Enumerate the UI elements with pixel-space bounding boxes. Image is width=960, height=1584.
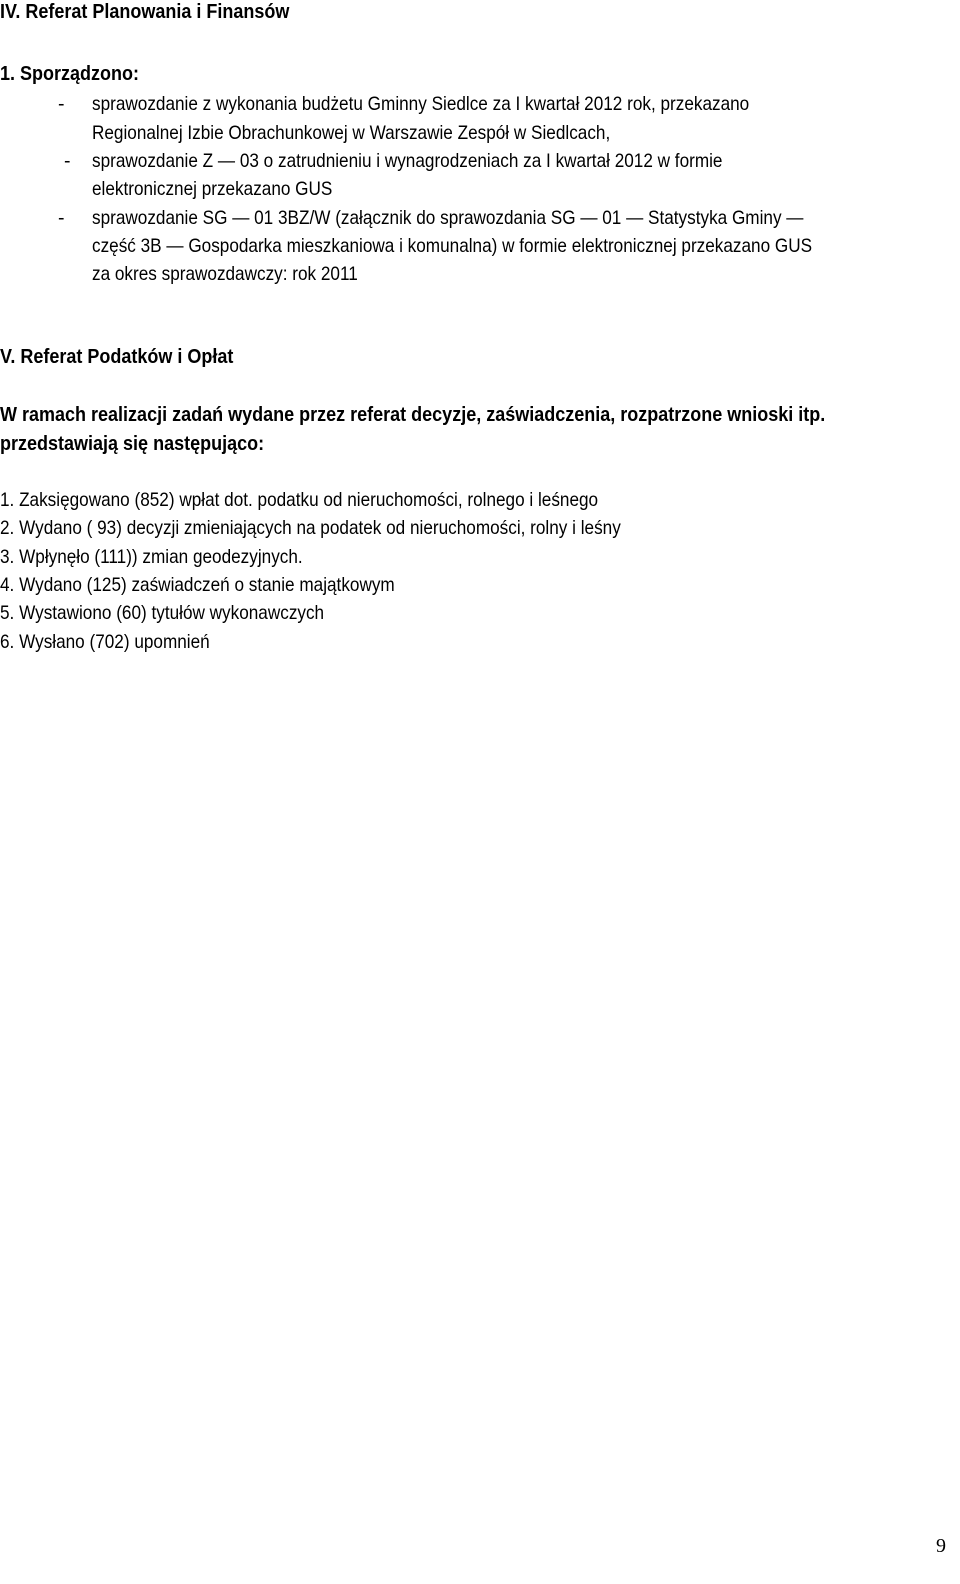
list-item-line: elektronicznej przekazano GUS: [92, 178, 333, 200]
section-iv-subheading: 1. Sporządzono:: [0, 63, 140, 85]
section-v-title: V. Referat Podatków i Opłat: [0, 346, 234, 368]
list-item-line: część 3B — Gospodarka mieszkaniowa i komunalna) w formie elektronicznej przekazano GUS: [92, 235, 813, 257]
list-dash: -: [58, 207, 65, 229]
list-item-line: Regionalnej Izbie Obrachunkowej w Warszawie Zespół w Siedlcach,: [92, 122, 611, 144]
section-v-intro-line: przedstawiają się następująco:: [0, 433, 265, 455]
list-item-line: sprawozdanie SG — 01 3BZ/W (załącznik do sprawozdania SG — 01 — Statystyka Gminy —: [92, 207, 804, 229]
list-item: 6. Wysłano (702) upomnień: [0, 631, 210, 653]
list-item: 5. Wystawiono (60) tytułów wykonawczych: [0, 602, 325, 624]
list-item: 2. Wydano ( 93) decyzji zmieniających na podatek od nieruchomości, rolny i leśny: [0, 517, 621, 539]
list-item: 1. Zaksięgowano (852) wpłat dot. podatku od nieruchomości, rolnego i leśnego: [0, 489, 599, 511]
page-number: 9: [936, 1535, 946, 1557]
list-dash: -: [58, 93, 65, 115]
section-iv-title: IV. Referat Planowania i Finansów: [0, 1, 290, 23]
section-v-intro-line: W ramach realizacji zadań wydane przez referat decyzje, zaświadczenia, rozpatrzone wnioski itp.: [0, 404, 826, 426]
list-item-line: sprawozdanie z wykonania budżetu Gminny Siedlce za I kwartał 2012 rok, przekazano: [92, 93, 750, 115]
list-item: 4. Wydano (125) zaświadczeń o stanie majątkowym: [0, 574, 395, 596]
list-item: 3. Wpłynęło (111)) zmian geodezyjnych.: [0, 546, 303, 568]
list-dash: -: [64, 150, 71, 172]
list-item-line: za okres sprawozdawczy: rok 2011: [92, 263, 358, 285]
list-item-line: sprawozdanie Z — 03 o zatrudnieniu i wynagrodzeniach za I kwartał 2012 w formie: [92, 150, 723, 172]
